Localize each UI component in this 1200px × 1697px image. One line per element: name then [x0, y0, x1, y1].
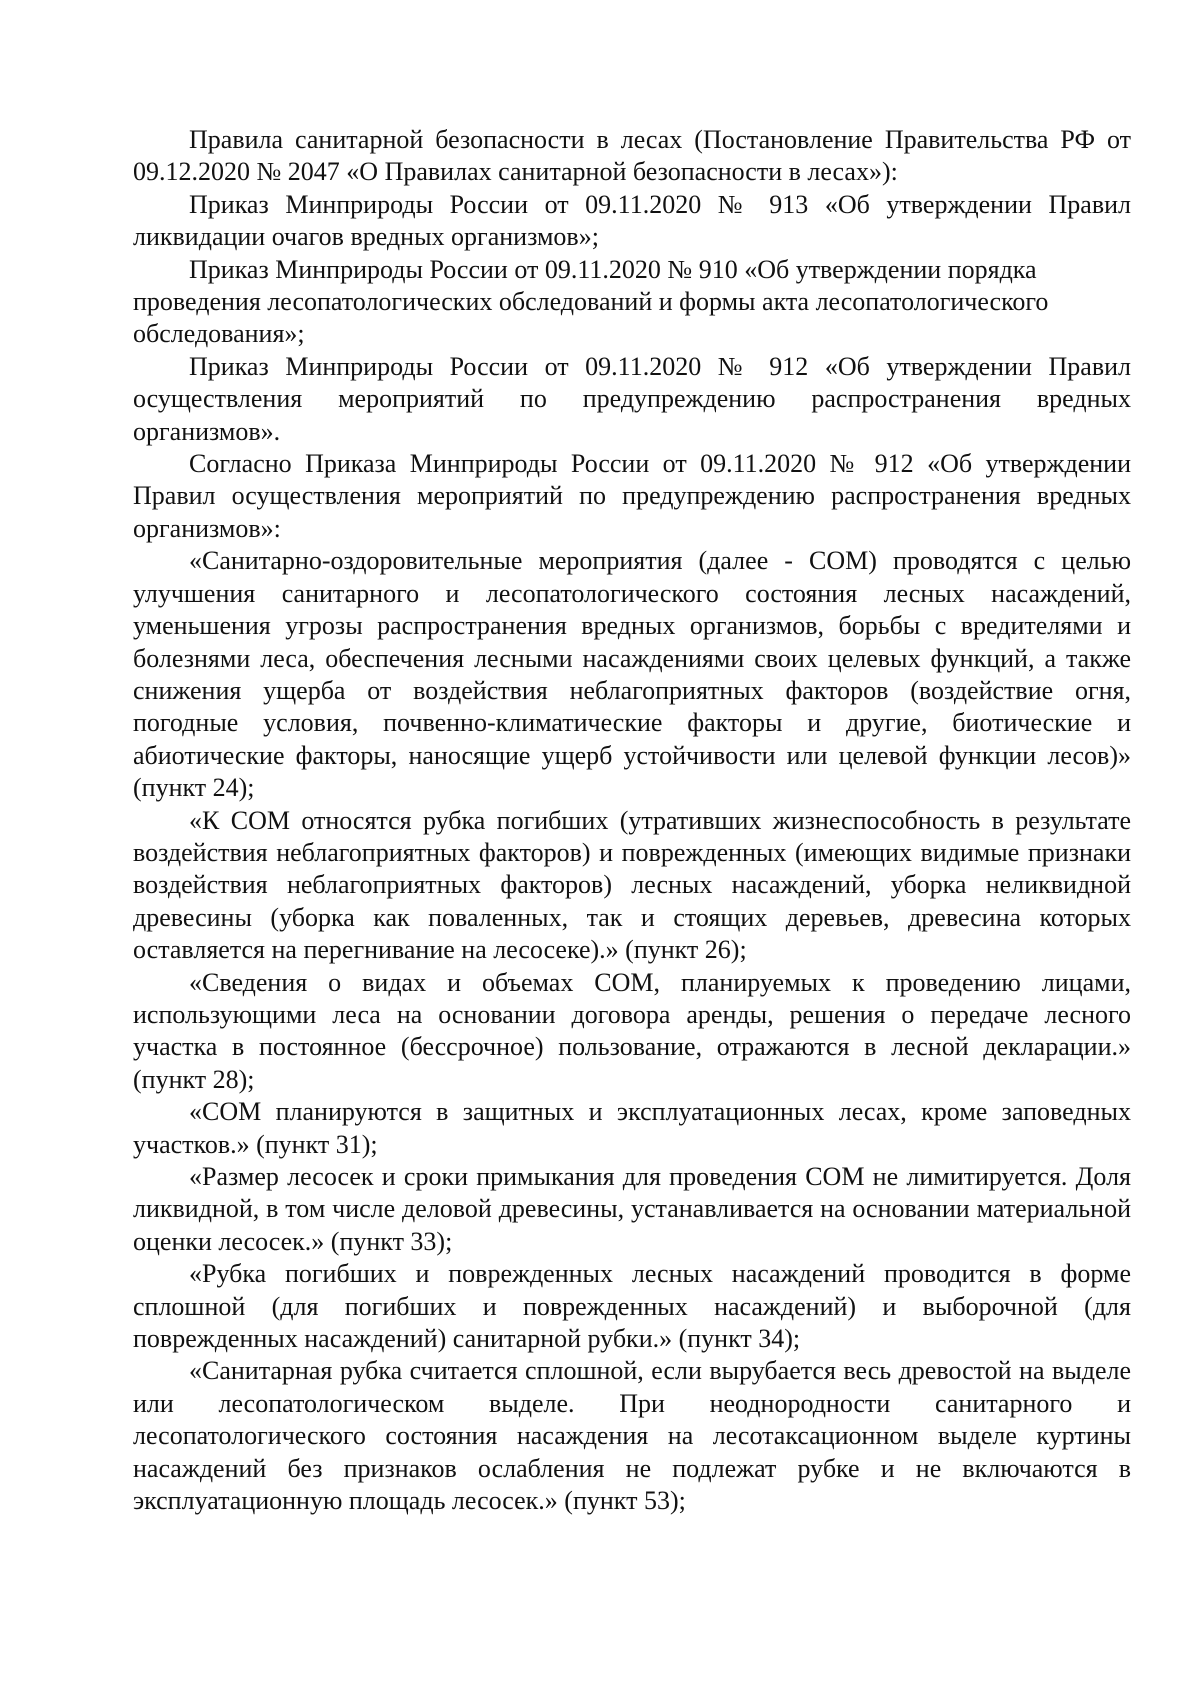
document-body — [133, 124, 1131, 1517]
paragraph-order-913: Приказ Минприроды России от 09.11.2020 № 913 «Об утверждении Правил ликвидации очагов вредных организмов»; — [133, 189, 1131, 252]
paragraph-quote-point-31: «СОМ планируются в защитных и эксплуатационных лесах, кроме заповедных участков.» (пункт 31); — [133, 1097, 1131, 1159]
paragraph-quote-point-28: «Сведения о видах и объемах СОМ, планируемых к проведению лицами, использующими леса на основании договора аренды, решения о передаче лесного участка в постоянное (бессрочное) пользование, отражаются в лесной декларации.» (пункт 28); — [133, 967, 1131, 1094]
paragraph-rules-sanitary-safety: Правила санитарной безопасности в лесах (Постановление Правительства РФ от 09.12.2020 № 2047 «О Правилах санитарной безопасности в лесах»): — [133, 125, 1131, 187]
paragraph-order-910: Приказ Минприроды России от 09.11.2020 № 910 «Об утверждении порядка проведения лесопатологических обследований и формы акта лесопатологического обследования»; — [133, 254, 1049, 349]
paragraph-quote-point-24: «Санитарно-оздоровительные мероприятия (далее - СОМ) проводятся с целью улучшения санитарного и лесопатологического состояния лесных насаждений, уменьшения угрозы распространения вредных организмов, борьбы с вредителями и болезнями леса, обеспечения лесными насаждениями своих целевых функций, а также снижения ущерба от воздействия неблагоприятных факторов (воздействие огня, погодные условия, почвенно-климатические факторы и другие, биотические и абиотические факторы, наносящие ущерб устойчивости или целевой функции лесов)» (пункт 24); — [133, 546, 1131, 803]
paragraph-quote-point-34: «Рубка погибших и поврежденных лесных насаждений проводится в форме сплошной (для погибших и поврежденных насаждений) и выборочной (для поврежденных насаждений) санитарной рубки.» (пункт 34); — [133, 1259, 1131, 1354]
paragraph-quote-point-33: «Размер лесосек и сроки примыкания для проведения СОМ не лимитируется. Доля ликвидной, в том числе деловой древесины, устанавливается на основании материальной оценки лесосек.» (пункт 33); — [133, 1162, 1131, 1256]
paragraph-quote-point-53: «Санитарная рубка считается сплошной, если вырубается весь древостой на выделе или лесопатологическом выделе. При неоднородности санитарного и лесопатологического состояния насаждения на лесотаксационном выделе куртины насаждений без признаков ослабления не подлежат рубке и не включаются в эксплуатационную площадь лесосек.» (пункт 53); — [133, 1356, 1131, 1516]
paragraph-quote-point-26: «К СОМ относятся рубка погибших (утративших жизнеспособность в результате воздействия неблагоприятных факторов) и поврежденных (имеющих видимые признаки воздействия неблагоприятных факторов) лесных насаждений, уборка неликвидной древесины (уборка как поваленных, так и стоящих деревьев, древесина которых оставляется на перегнивание на лесосеке).» (пункт 26); — [133, 805, 1131, 965]
paragraph-according-to-order-912: Согласно Приказа Минприроды России от 09.11.2020 № 912 «Об утверждении Правил осуществления мероприятий по предупреждению распространения вредных организмов»: — [133, 449, 1131, 543]
paragraph-order-912: Приказ Минприроды России от 09.11.2020 № 912 «Об утверждении Правил осуществления мероприятий по предупреждению распространения вредных организмов». — [133, 351, 1131, 446]
